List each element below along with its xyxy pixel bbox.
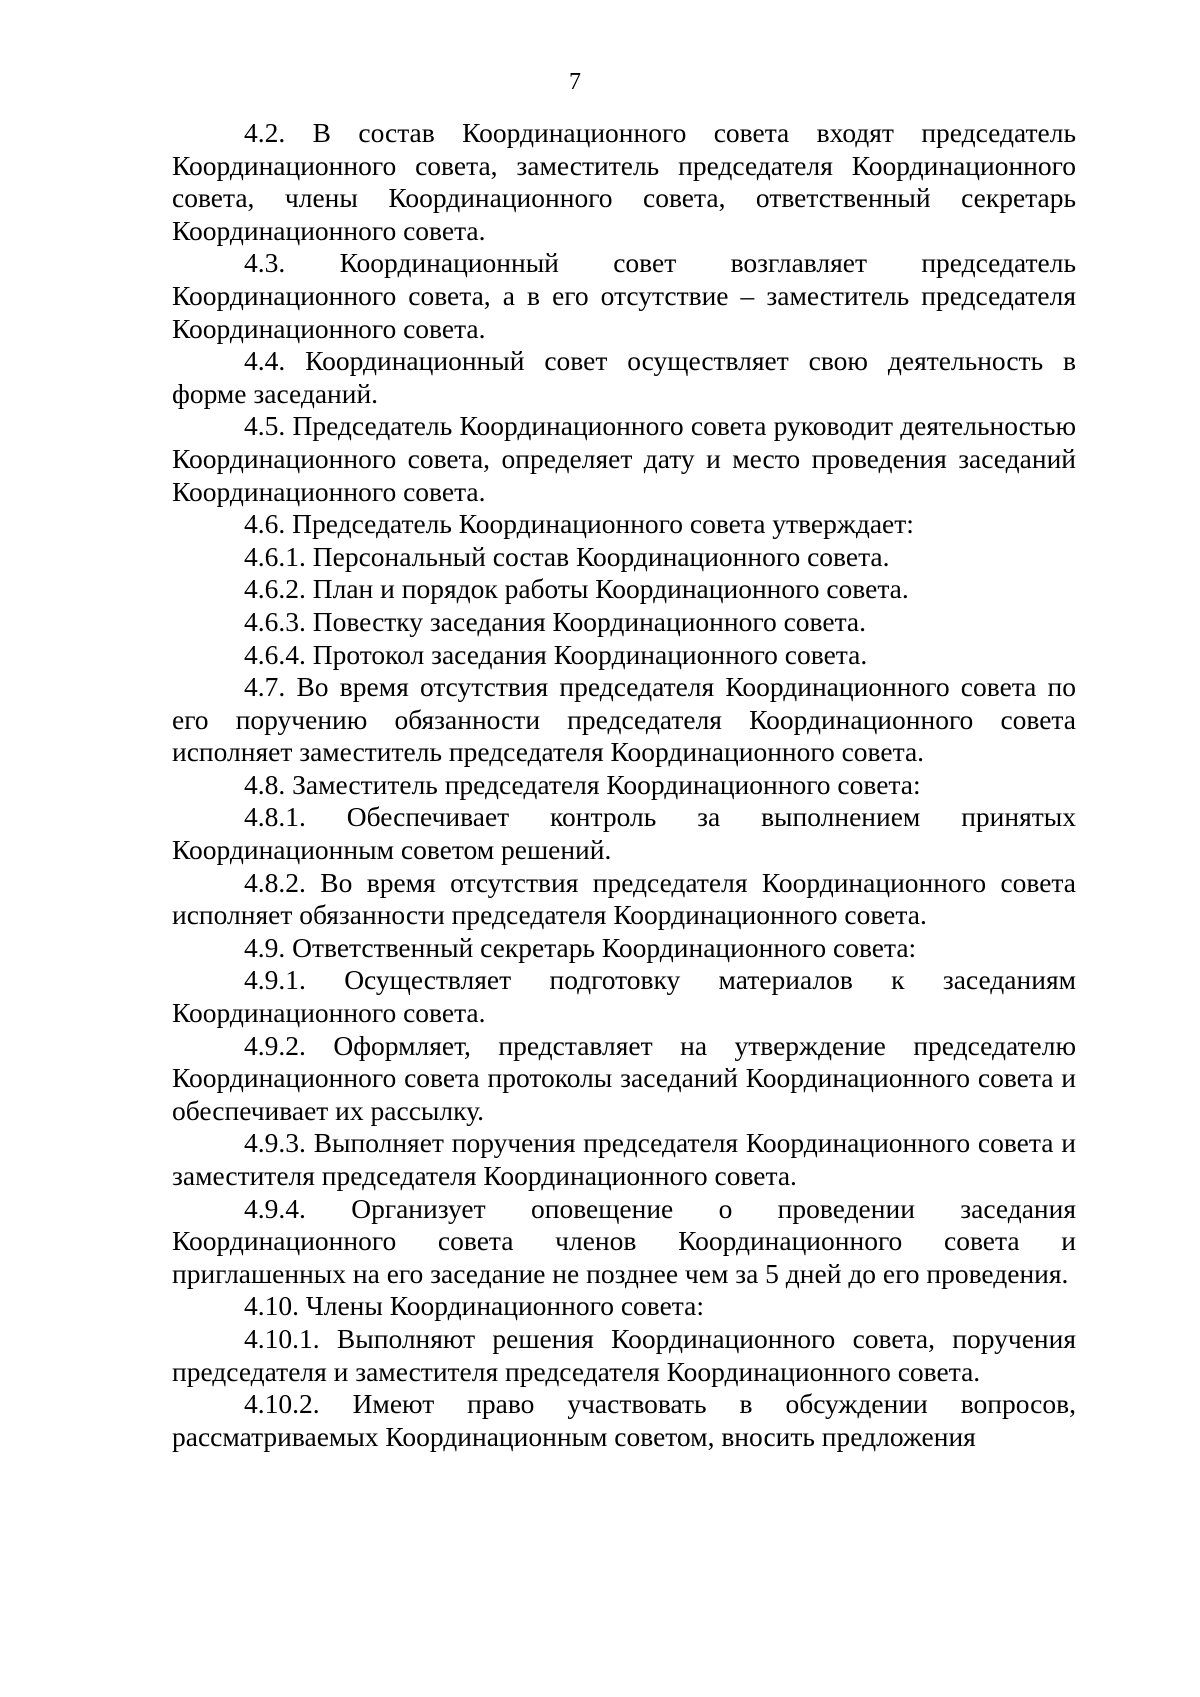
paragraph-4-6: 4.6. Председатель Координационного совета утверждает: [244, 508, 914, 540]
paragraph-4-8: 4.8. Заместитель председателя Координационного совета: [244, 768, 921, 800]
paragraph-4-9-3: 4.9.3. Выполняет поручения председателя Координационного совета и заместителя председателя Координационного совета. [172, 1127, 1076, 1191]
paragraph-4-3: 4.3. Координационный совет возглавляет председатель Координационного совета, а в его отсутствие – заместитель председателя Координационного совета. [172, 247, 1076, 344]
document-body [172, 117, 1076, 1453]
paragraph-4-2: 4.2. В состав Координационного совета входят председатель Координационного совета, заместитель председателя Координационного совета, члены Координационного совета, ответственный секретарь Координационного совета. [172, 117, 1076, 246]
paragraph-4-8-2: 4.8.2. Во время отсутствия председателя Координационного совета исполняет обязанности председателя Координационного совета. [172, 866, 1076, 931]
paragraph-4-9-4: 4.9.4. Организует оповещение о проведении заседания Координационного совета членов Координационного совета и приглашенных на его заседание не позднее чем за 5 дней до его проведения. [172, 1192, 1076, 1289]
paragraph-4-6-3: 4.6.3. Повестку заседания Координационного совета. [244, 605, 866, 637]
paragraph-4-7: 4.7. Во время отсутствия председателя Координационного совета по его поручению обязанности председателя Координационного совета исполняет заместитель председателя Координационного совета. [172, 671, 1076, 768]
paragraph-4-6-1: 4.6.1. Персональный состав Координационного совета. [244, 540, 890, 572]
paragraph-4-10: 4.10. Члены Координационного совета: [244, 1290, 705, 1322]
paragraph-4-9-1: 4.9.1. Осуществляет подготовку материалов к заседаниям Координационного совета. [172, 964, 1076, 1029]
paragraph-4-9-2: 4.9.2. Оформляет, представляет на утверждение председателю Координационного совета протоколы заседаний Координационного совета и обеспечивает их рассылку. [172, 1029, 1076, 1126]
paragraph-4-6-2: 4.6.2. План и порядок работы Координационного совета. [244, 573, 909, 605]
paragraph-4-6-4: 4.6.4. Протокол заседания Координационного совета. [244, 638, 868, 670]
page-number: 7 [569, 69, 581, 95]
paragraph-4-9: 4.9. Ответственный секретарь Координационного совета: [244, 931, 917, 963]
paragraph-4-8-1: 4.8.1. Обеспечивает контроль за выполнением принятых Координационным советом решений. [172, 801, 1076, 866]
paragraph-4-5: 4.5. Председатель Координационного совета руководит деятельностью Координационного совета, определяет дату и место проведения заседаний Координационного совета. [172, 410, 1076, 507]
paragraph-4-10-2: 4.10.2. Имеют право участвовать в обсуждении вопросов, рассматриваемых Координационным советом, вносить предложения [172, 1388, 1076, 1452]
paragraph-4-10-1: 4.10.1. Выполняют решения Координационного совета, поручения председателя и заместителя председателя Координационного совета. [172, 1322, 1076, 1387]
paragraph-4-4: 4.4. Координационный совет осуществляет свою деятельность в форме заседаний. [172, 345, 1076, 409]
